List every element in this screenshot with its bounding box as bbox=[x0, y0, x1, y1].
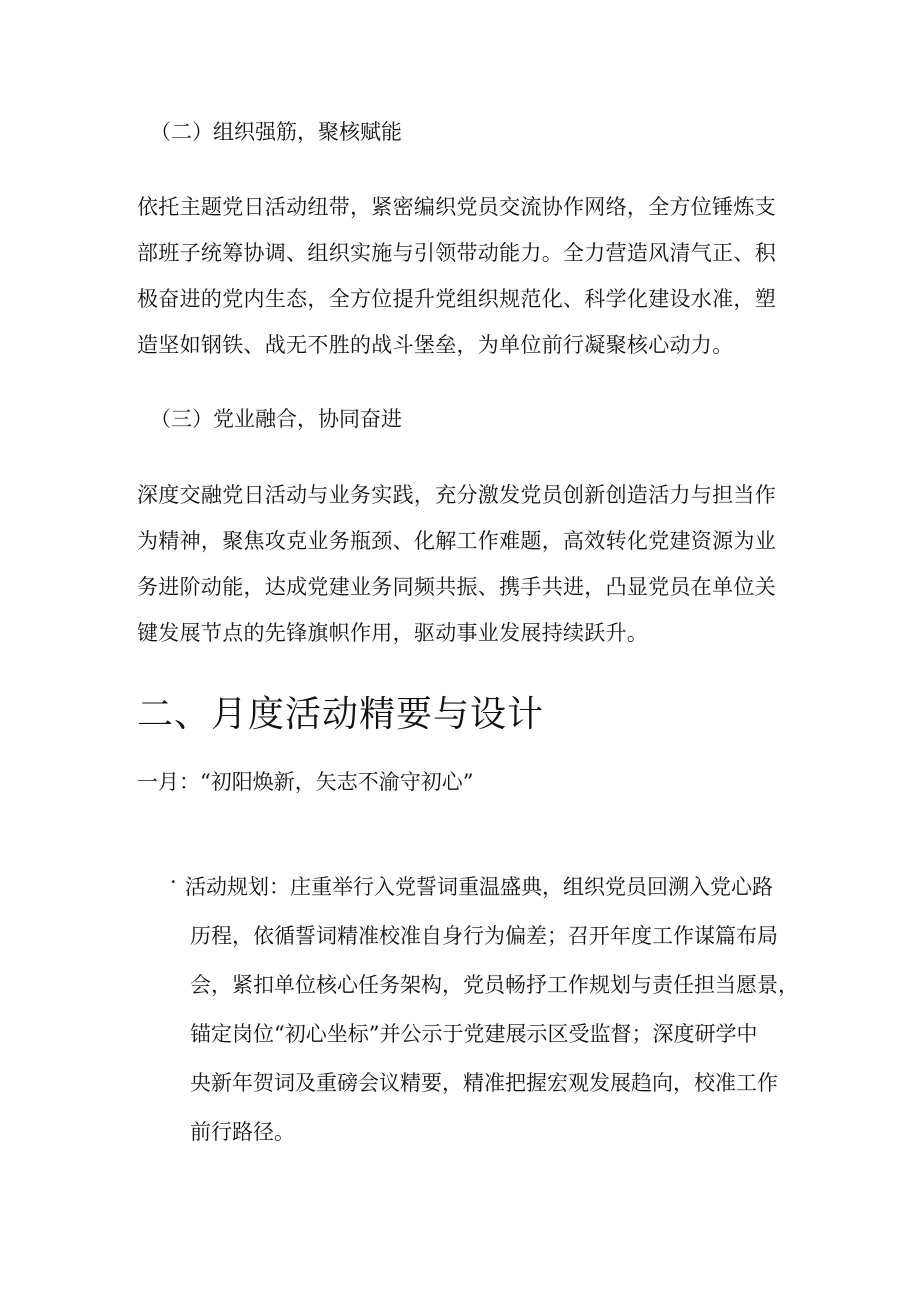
bullet-line: 锚定岗位“初心坐标”并公示于党建展示区受监督；深度研学中 bbox=[190, 1022, 758, 1046]
section-two-paragraph bbox=[137, 184, 797, 368]
bullet-line: 会，紧扣单位核心任务架构，党员畅抒工作规划与责任担当愿景， bbox=[190, 973, 799, 997]
bullet-line: 央新年贺词及重磅会议精要，精准把握宏观发展趋向，校准工作 bbox=[190, 1071, 778, 1095]
section-heading-three: （三）党业融合，协同奋进 bbox=[150, 407, 402, 431]
bullet-line: 历程，依循誓词精准校准自身行为偏差；召开年度工作谋篇布局 bbox=[190, 924, 778, 948]
bullet-icon: · bbox=[170, 870, 177, 894]
paragraph-line: 极奋进的党内生态，全方位提升党组织规范化、科学化建设水准，塑 bbox=[137, 287, 776, 311]
bullet-line: 活动规划：庄重举行入党誓词重温盛典，组织党员回溯入党心路 bbox=[185, 875, 773, 899]
january-activity-plan bbox=[185, 863, 805, 1157]
chapter-title: 二、月度活动精要与设计 bbox=[137, 694, 545, 735]
section-heading-two: （二）组织强筋，聚核赋能 bbox=[150, 120, 402, 144]
paragraph-line: 为精神，聚焦攻克业务瓶颈、化解工作难题，高效转化党建资源为业 bbox=[137, 529, 776, 553]
paragraph-line: 依托主题党日活动纽带，紧密编织党员交流协作网络，全方位锤炼支 bbox=[137, 195, 776, 219]
section-three-paragraph bbox=[137, 472, 797, 656]
paragraph-line: 键发展节点的先锋旗帜作用，驱动事业发展持续跃升。 bbox=[137, 621, 649, 645]
paragraph-line: 部班子统筹协调、组织实施与引领带动能力。全力营造风清气正、积 bbox=[137, 241, 776, 265]
paragraph-line: 深度交融党日活动与业务实践，充分激发党员创新创造活力与担当作 bbox=[137, 483, 776, 507]
paragraph-line: 务进阶动能，达成党建业务同频共振、携手共进，凸显党员在单位关 bbox=[137, 575, 776, 599]
month-heading-january: 一月：“初阳焕新，矢志不渝守初心” bbox=[137, 770, 474, 794]
paragraph-line: 造坚如钢铁、战无不胜的战斗堡垒，为单位前行凝聚核心动力。 bbox=[137, 333, 734, 357]
bullet-line: 前行路径。 bbox=[190, 1120, 295, 1144]
